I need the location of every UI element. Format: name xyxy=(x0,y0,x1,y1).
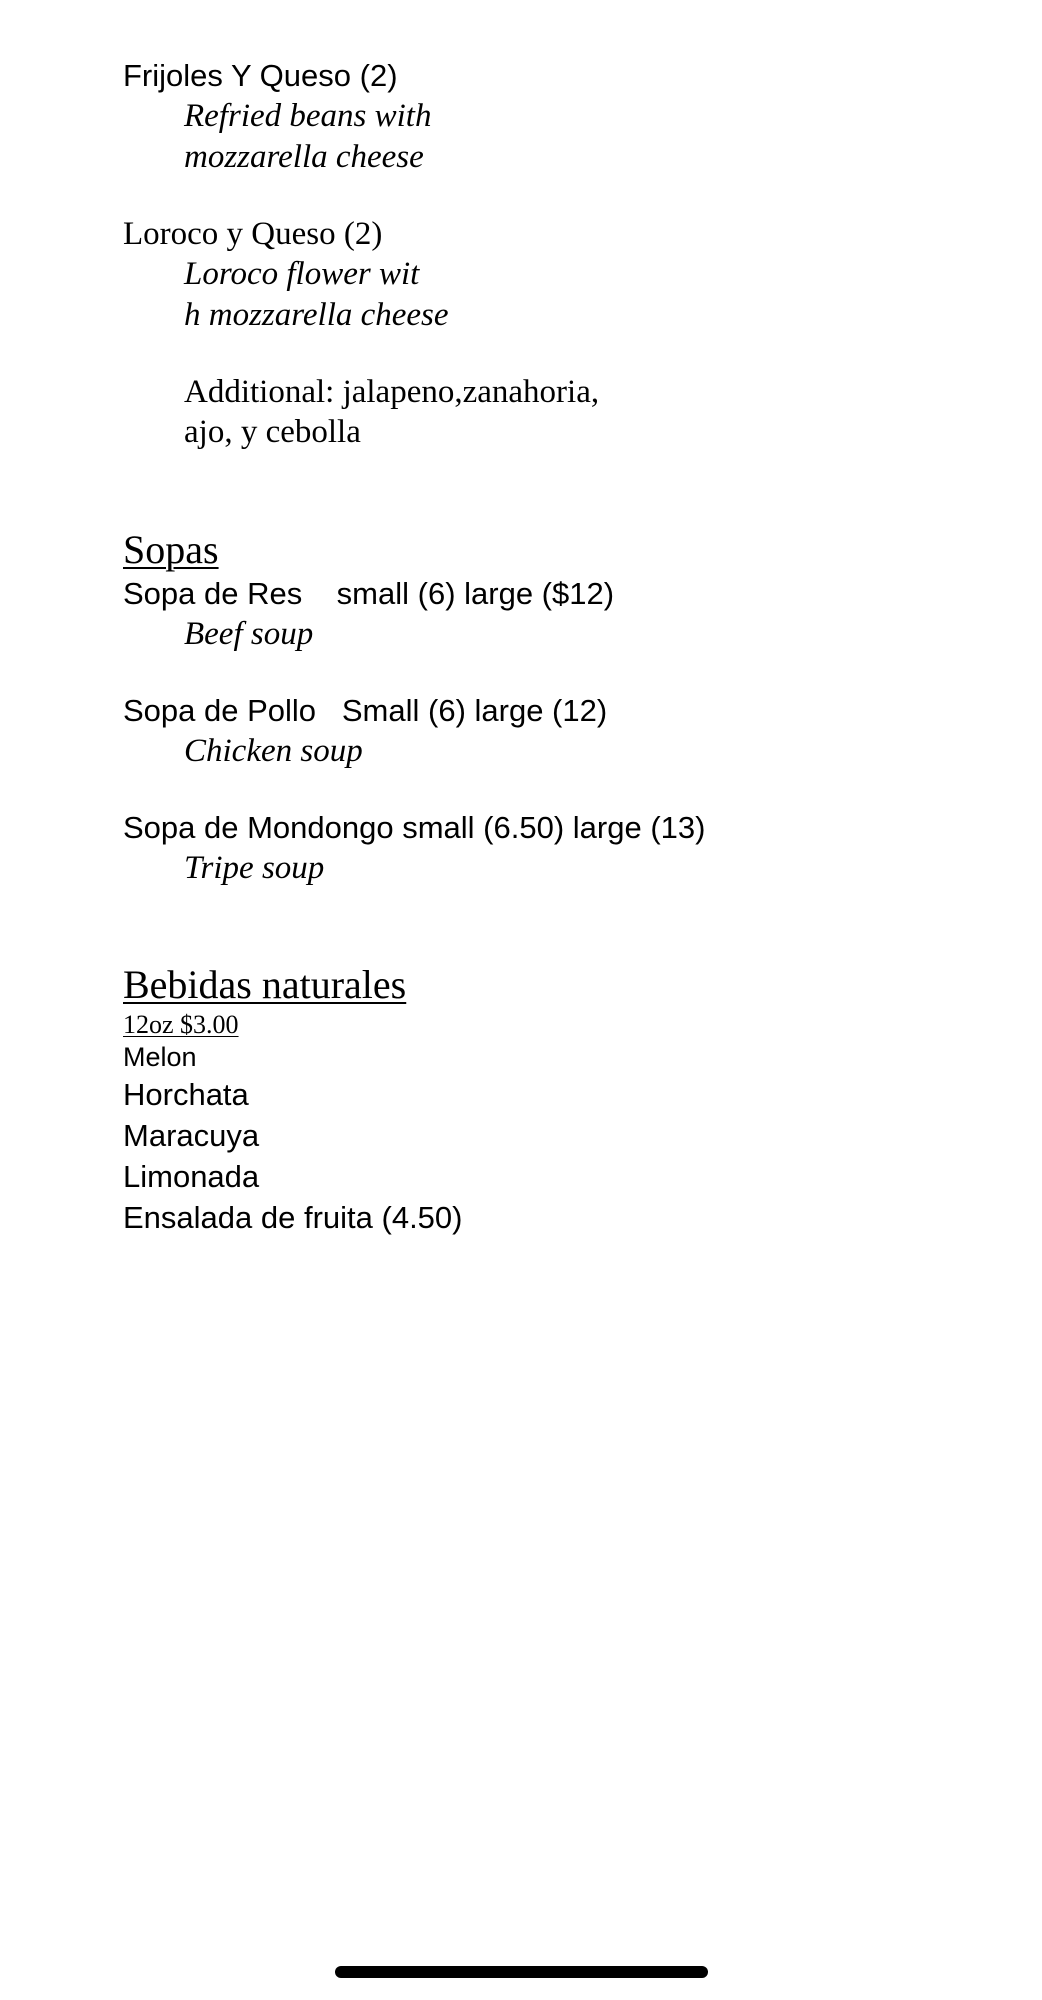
home-indicator[interactable] xyxy=(335,1966,708,1978)
frijoles-item-desc-line1: Refried beans with xyxy=(184,98,432,134)
bebida-limonada: Limonada xyxy=(123,1159,260,1194)
loroco-item-name: Loroco y Queso (2) xyxy=(123,216,383,252)
frijoles-item-name: Frijoles Y Queso (2) xyxy=(123,58,398,93)
loroco-item-desc-line1: Loroco flower wit xyxy=(184,256,420,292)
bebidas-heading: Bebidas naturales xyxy=(123,962,407,1007)
sopa-de-res-desc: Beef soup xyxy=(184,616,314,652)
bebida-maracuya: Maracuya xyxy=(123,1118,260,1153)
loroco-additional-line1: Additional: jalapeno,zanahoria, xyxy=(184,374,600,410)
sopas-heading: Sopas xyxy=(123,527,219,572)
bebidas-size-price: 12oz $3.00 xyxy=(123,1010,239,1039)
bebida-horchata: Horchata xyxy=(123,1077,249,1112)
bebida-ensalada-de-fruita: Ensalada de fruita (4.50) xyxy=(123,1200,463,1235)
bebida-melon: Melon xyxy=(123,1042,197,1072)
loroco-additional-line2: ajo, y cebolla xyxy=(184,414,361,450)
sopa-de-mondongo-name: Sopa de Mondongo small (6.50) large (13) xyxy=(123,810,706,845)
sopa-de-pollo-name: Sopa de Pollo Small (6) large (12) xyxy=(123,693,608,728)
loroco-item-desc-line2: h mozzarella cheese xyxy=(184,297,449,333)
sopa-de-mondongo-desc: Tripe soup xyxy=(184,850,325,886)
frijoles-item-desc-line2: mozzarella cheese xyxy=(184,139,424,175)
sopa-de-pollo-desc: Chicken soup xyxy=(184,733,363,769)
sopa-de-res-name: Sopa de Res small (6) large ($12) xyxy=(123,576,615,611)
